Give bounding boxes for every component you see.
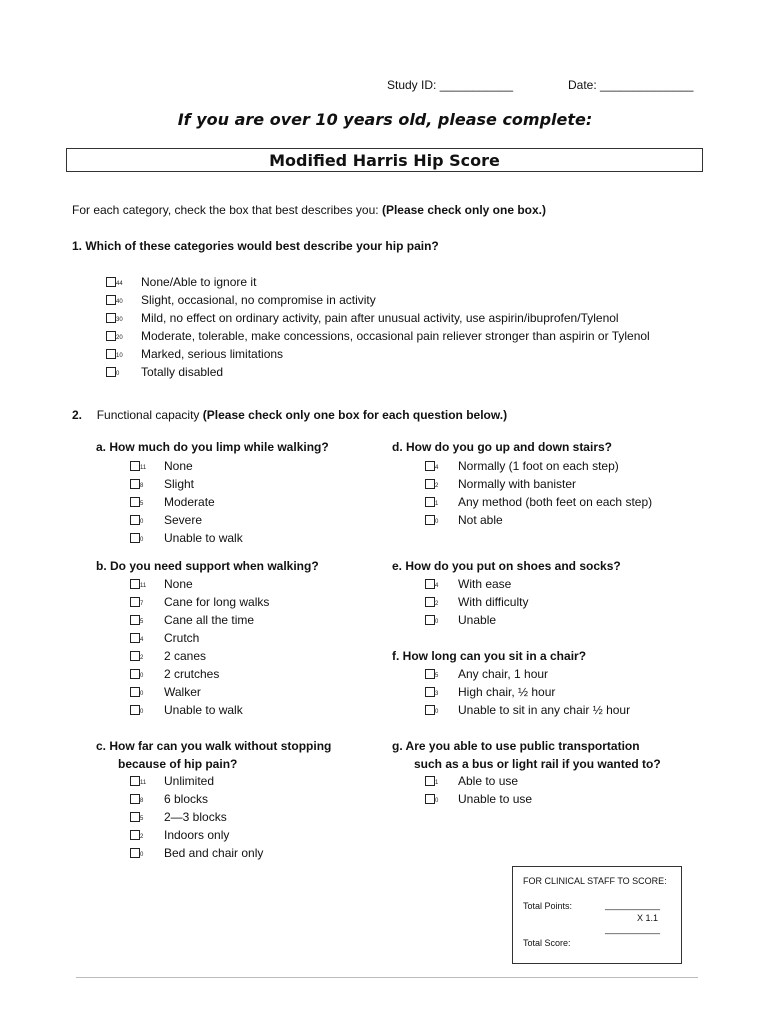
total-points-label: Total Points: bbox=[523, 901, 573, 911]
footer-divider bbox=[76, 977, 698, 978]
walk-distance-points-5: 0 bbox=[140, 852, 144, 858]
multiplier: X 1.1 bbox=[637, 913, 659, 923]
pain-checkbox-6[interactable] bbox=[106, 367, 116, 377]
support-points-2: 7 bbox=[140, 601, 144, 607]
limp-checkbox-1[interactable] bbox=[130, 461, 140, 471]
support-checkbox-6[interactable] bbox=[130, 669, 140, 679]
pain-checkbox-2[interactable] bbox=[106, 295, 116, 305]
pain-checkbox-3[interactable] bbox=[106, 313, 116, 323]
walk-distance-option-5: Bed and chair only bbox=[164, 846, 264, 860]
support-points-8: 0 bbox=[140, 709, 144, 715]
walk-distance-checkbox-5[interactable] bbox=[130, 848, 140, 858]
limp-option-4: Severe bbox=[164, 513, 203, 527]
limp-option-1: None bbox=[164, 459, 193, 473]
support-checkbox-4[interactable] bbox=[130, 633, 140, 643]
limp-option-3: Moderate bbox=[164, 495, 215, 509]
shoes-checkbox-1[interactable] bbox=[425, 579, 435, 589]
pain-points-1: 44 bbox=[116, 281, 123, 287]
transport-checkbox-1[interactable] bbox=[425, 776, 435, 786]
walk-distance-checkbox-3[interactable] bbox=[130, 812, 140, 822]
stairs-checkbox-3[interactable] bbox=[425, 497, 435, 507]
limp-points-4: 0 bbox=[140, 519, 144, 525]
pain-points-4: 20 bbox=[116, 335, 123, 341]
pain-option-5: Marked, serious limitations bbox=[141, 347, 284, 361]
pain-option-1: None/Able to ignore it bbox=[141, 275, 257, 289]
sitting-option-2: High chair, ½ hour bbox=[458, 685, 556, 699]
pain-checkbox-5[interactable] bbox=[106, 349, 116, 359]
score-box-title: FOR CLINICAL STAFF TO SCORE: bbox=[523, 876, 667, 886]
walk-distance-points-3: 5 bbox=[140, 816, 144, 822]
support-option-4: Crutch bbox=[164, 631, 200, 645]
sitting-points-1: 5 bbox=[435, 673, 439, 679]
support-checkbox-7[interactable] bbox=[130, 687, 140, 697]
support-points-6: 0 bbox=[140, 673, 144, 679]
limp-checkbox-4[interactable] bbox=[130, 515, 140, 525]
shoes-option-3: Unable bbox=[458, 613, 497, 627]
shoes-option-1: With ease bbox=[458, 577, 512, 591]
sitting-option-3: Unable to sit in any chair ½ hour bbox=[458, 703, 631, 717]
support-checkbox-5[interactable] bbox=[130, 651, 140, 661]
stairs-checkbox-2[interactable] bbox=[425, 479, 435, 489]
stairs-points-1: 4 bbox=[435, 465, 439, 471]
stairs-points-4: 0 bbox=[435, 519, 439, 525]
pain-points-6: 0 bbox=[116, 371, 120, 377]
sitting-checkbox-2[interactable] bbox=[425, 687, 435, 697]
support-option-5: 2 canes bbox=[164, 649, 207, 663]
question-2-label bbox=[72, 408, 507, 422]
support-checkbox-8[interactable] bbox=[130, 705, 140, 715]
support-points-4: 4 bbox=[140, 637, 144, 643]
support-points-3: 5 bbox=[140, 619, 144, 625]
pain-points-3: 30 bbox=[116, 317, 123, 323]
stairs-option-2: Normally with banister bbox=[458, 477, 577, 491]
walk-distance-points-1: 11 bbox=[140, 780, 147, 786]
walk-distance-checkbox-1[interactable] bbox=[130, 776, 140, 786]
question-1-label: 1. Which of these categories would best describe your hip pain? bbox=[72, 239, 439, 253]
section-d-label: d. How do you go up and down stairs? bbox=[392, 440, 612, 454]
study-id-field[interactable]: Study ID: ___________ bbox=[387, 78, 514, 92]
transport-option-2: Unable to use bbox=[458, 792, 533, 806]
support-option-2: Cane for long walks bbox=[164, 595, 270, 609]
page-subtitle: If you are over 10 years old, please complete: bbox=[177, 110, 593, 129]
transport-points-2: 0 bbox=[435, 798, 439, 804]
stairs-option-3: Any method (both feet on each step) bbox=[458, 495, 653, 509]
stairs-checkbox-4[interactable] bbox=[425, 515, 435, 525]
section-b-label: b. Do you need support when walking? bbox=[96, 559, 319, 573]
stairs-option-1: Normally (1 foot on each step) bbox=[458, 459, 619, 473]
pain-checkbox-1[interactable] bbox=[106, 277, 116, 287]
walk-distance-option-1: Unlimited bbox=[164, 774, 215, 788]
instructions-text: For each category, check the box that best describes you: bbox=[72, 203, 379, 217]
limp-points-5: 0 bbox=[140, 537, 144, 543]
walk-distance-option-4: Indoors only bbox=[164, 828, 230, 842]
pain-option-4: Moderate, tolerable, make concessions, occasional pain reliever stronger than aspirin or Tylenol bbox=[141, 329, 650, 343]
transport-checkbox-2[interactable] bbox=[425, 794, 435, 804]
shoes-points-2: 2 bbox=[435, 601, 439, 607]
section-f-label: f. How long can you sit in a chair? bbox=[392, 649, 587, 663]
limp-option-5: Unable to walk bbox=[164, 531, 243, 545]
support-option-1: None bbox=[164, 577, 193, 591]
section-c-label: c. How far can you walk without stopping bbox=[96, 739, 332, 753]
limp-checkbox-2[interactable] bbox=[130, 479, 140, 489]
support-checkbox-2[interactable] bbox=[130, 597, 140, 607]
walk-distance-option-2: 6 blocks bbox=[164, 792, 209, 806]
pain-option-2: Slight, occasional, no compromise in activity bbox=[141, 293, 376, 307]
question-2-emphasis: (Please check only one box for each question below.) bbox=[202, 408, 508, 422]
support-checkbox-1[interactable] bbox=[130, 579, 140, 589]
pain-option-3: Mild, no effect on ordinary activity, pain after unusual activity, use aspirin/ibuprofen/Tylenol bbox=[141, 311, 619, 325]
walk-distance-points-4: 2 bbox=[140, 834, 144, 840]
section-c-label-2: because of hip pain? bbox=[118, 757, 238, 771]
support-points-5: 2 bbox=[140, 655, 144, 661]
pain-checkbox-4[interactable] bbox=[106, 331, 116, 341]
transport-points-1: 1 bbox=[435, 780, 439, 786]
support-option-6: 2 crutches bbox=[164, 667, 220, 681]
section-a-label: a. How much do you limp while walking? bbox=[96, 440, 329, 454]
limp-checkbox-5[interactable] bbox=[130, 533, 140, 543]
transport-option-1: Able to use bbox=[458, 774, 519, 788]
shoes-points-3: 0 bbox=[435, 619, 439, 625]
question-2-number: 2. bbox=[72, 408, 83, 422]
stairs-checkbox-1[interactable] bbox=[425, 461, 435, 471]
shoes-checkbox-3[interactable] bbox=[425, 615, 435, 625]
shoes-points-1: 4 bbox=[435, 583, 439, 589]
total-score-blank[interactable]: ___________ bbox=[605, 924, 661, 934]
total-score-label: Total Score: bbox=[523, 938, 571, 948]
page-title: Modified Harris Hip Score bbox=[66, 148, 703, 172]
limp-points-2: 8 bbox=[140, 483, 144, 489]
walk-distance-option-3: 2—3 blocks bbox=[164, 810, 227, 824]
shoes-option-2: With difficulty bbox=[458, 595, 529, 609]
instructions bbox=[72, 203, 546, 217]
sitting-option-1: Any chair, 1 hour bbox=[458, 667, 549, 681]
sitting-checkbox-1[interactable] bbox=[425, 669, 435, 679]
question-2-text: Functional capacity bbox=[96, 408, 200, 422]
section-e-label: e. How do you put on shoes and socks? bbox=[392, 559, 621, 573]
walk-distance-checkbox-2[interactable] bbox=[130, 794, 140, 804]
limp-points-3: 5 bbox=[140, 501, 144, 507]
support-points-7: 0 bbox=[140, 691, 144, 697]
pain-points-5: 10 bbox=[116, 353, 123, 359]
walk-distance-checkbox-4[interactable] bbox=[130, 830, 140, 840]
sitting-points-3: 0 bbox=[435, 709, 439, 715]
section-g-label: g. Are you able to use public transportation bbox=[392, 739, 640, 753]
sitting-checkbox-3[interactable] bbox=[425, 705, 435, 715]
stairs-points-2: 2 bbox=[435, 483, 439, 489]
support-checkbox-3[interactable] bbox=[130, 615, 140, 625]
support-option-8: Unable to walk bbox=[164, 703, 243, 717]
sitting-points-2: 3 bbox=[435, 691, 439, 697]
date-field[interactable]: Date: ______________ bbox=[568, 78, 694, 92]
limp-points-1: 11 bbox=[140, 465, 147, 471]
section-g-label-2: such as a bus or light rail if you wanted to? bbox=[414, 757, 661, 771]
pain-option-6: Totally disabled bbox=[141, 365, 224, 379]
stairs-points-3: 1 bbox=[435, 501, 439, 507]
walk-distance-points-2: 8 bbox=[140, 798, 144, 804]
support-option-7: Walker bbox=[164, 685, 201, 699]
support-points-1: 11 bbox=[140, 583, 147, 589]
pain-points-2: 40 bbox=[116, 299, 123, 305]
limp-option-2: Slight bbox=[164, 477, 195, 491]
stairs-option-4: Not able bbox=[458, 513, 503, 527]
instructions-emphasis: (Please check only one box.) bbox=[381, 203, 547, 217]
support-option-3: Cane all the time bbox=[164, 613, 255, 627]
limp-checkbox-3[interactable] bbox=[130, 497, 140, 507]
shoes-checkbox-2[interactable] bbox=[425, 597, 435, 607]
total-points-blank[interactable]: ___________ bbox=[605, 900, 661, 910]
clinical-score-box bbox=[512, 866, 682, 964]
